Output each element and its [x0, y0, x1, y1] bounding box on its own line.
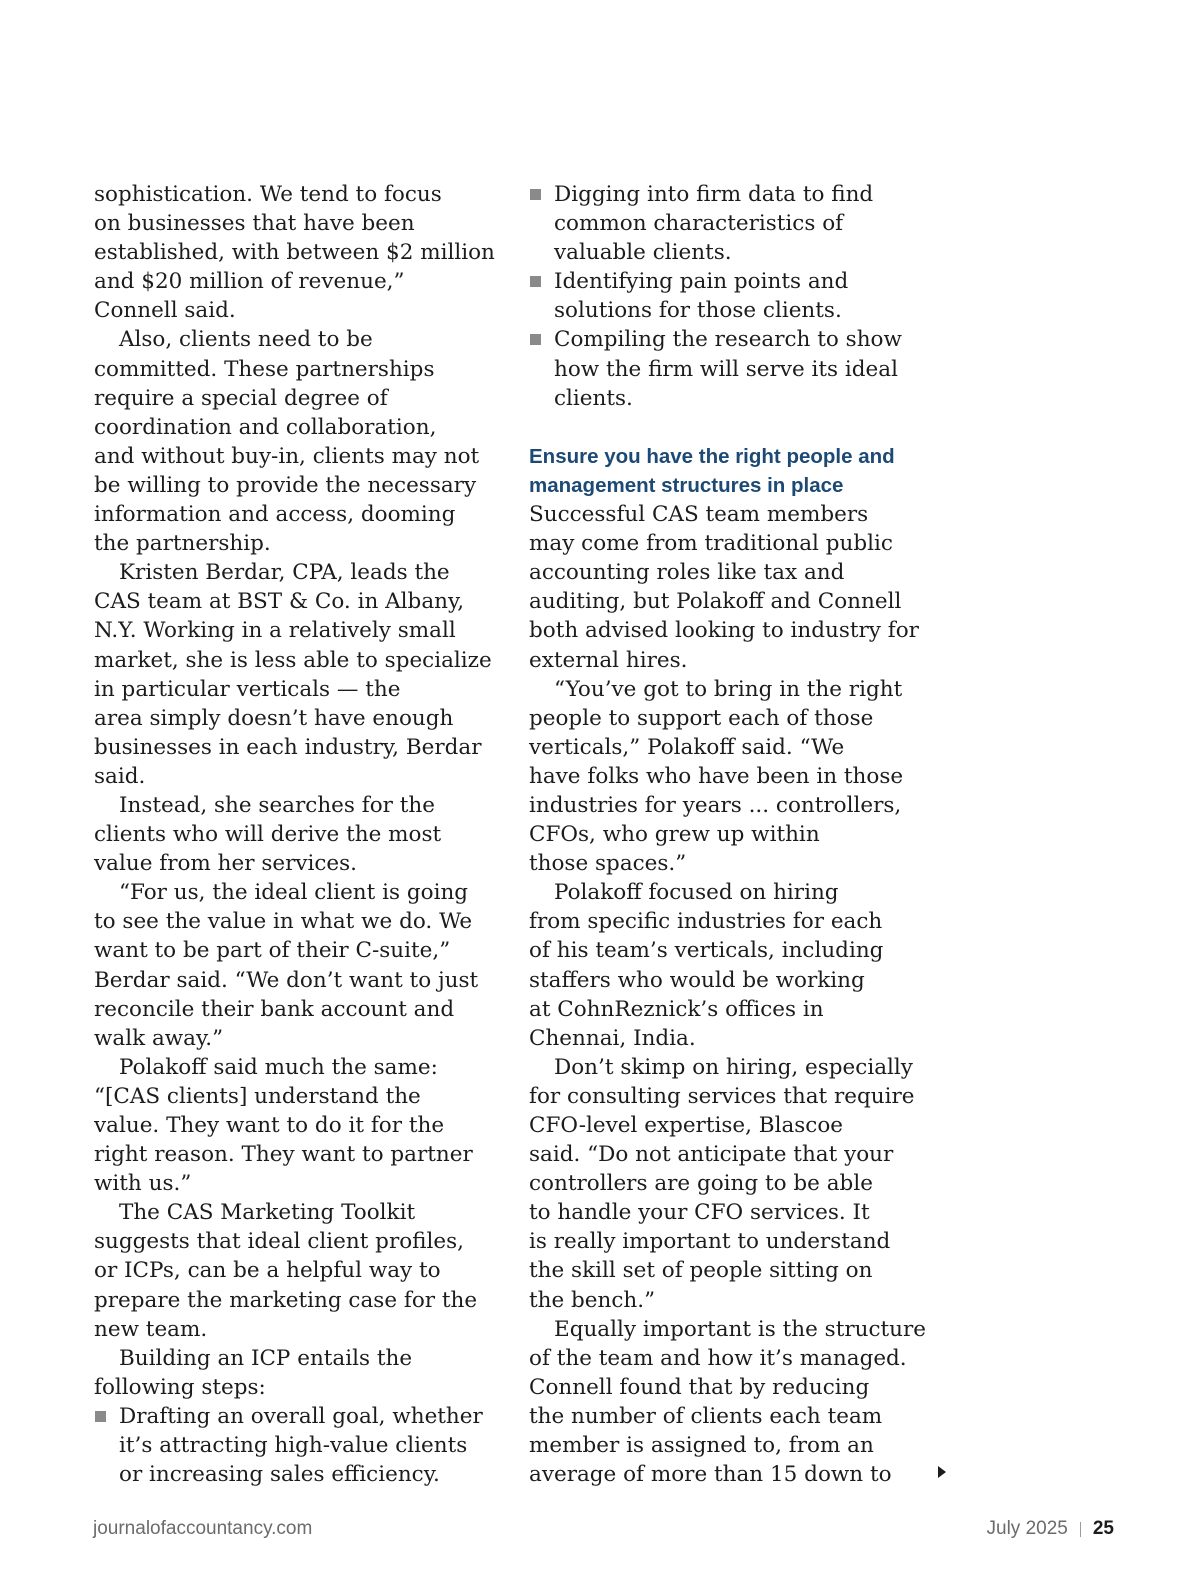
footer-divider: [1080, 1522, 1081, 1537]
left-column: [94, 180, 494, 1489]
paragraph: Successful CAS team members may come from traditional public accounting roles like tax and auditing, but Polakoff and Connell both advised looking to industry for external hires.: [529, 502, 919, 673]
bullet-item: Identifying pain points and solutions for those clients.: [529, 267, 929, 325]
bullet-item: Compiling the research to show how the firm will serve its ideal clients.: [529, 325, 929, 412]
continue-arrow-icon: [938, 1466, 946, 1478]
bullet-item: Digging into firm data to find common characteristics of valuable clients.: [529, 180, 929, 267]
paragraph: Also, clients need to be committed. These partnerships require a special degree of coordination and collaboration, and without buy-in, clients may not be willing to provide the necessary information and access, dooming the partnership.: [94, 327, 480, 557]
square-bullet-icon: [530, 276, 541, 287]
paragraph: sophistication. We tend to focus on businesses that have been established, with between $2 million and $20 million of revenue,” Connell said.: [94, 182, 495, 324]
paragraph: Polakoff said much the same: “[CAS clients] understand the value. They want to do it for the right reason. They want to partner with us.”: [94, 1054, 473, 1197]
section-heading: Ensure you have the right people and management structures in place: [529, 444, 895, 497]
paragraph: Instead, she searches for the clients who will derive the most value from her services.: [94, 792, 442, 877]
paragraph: Kristen Berdar, CPA, leads the CAS team at BST & Co. in Albany, N.Y. Working in a relatively small market, she is less able to specialize in particular verticals — the area simply doesn’t have enough businesses in each industry, Berdar said.: [94, 560, 492, 789]
spacer: [529, 413, 929, 442]
paragraph: Polakoff focused on hiring from specific industries for each of his team’s verticals, including staffers who would be working at CohnReznick’s offices in Chennai, India.: [529, 880, 884, 1051]
bullet-item: Drafting an overall goal, whether it’s attracting high-value clients or increasing sales efficiency.: [94, 1402, 494, 1489]
paragraph: Equally important is the structure of the team and how it’s managed. Connell found that by reducing the number of clients each team member is assigned to, from an average of more than 15 down to: [529, 1316, 926, 1488]
footer-issue: [987, 1518, 1114, 1540]
paragraph: The CAS Marketing Toolkit suggests that ideal client profiles, or ICPs, can be a helpful way to prepare the marketing case for the new team.: [94, 1200, 478, 1342]
paragraph: Building an ICP entails the following steps:: [94, 1345, 413, 1400]
right-column: [529, 180, 929, 1489]
paragraph: “You’ve got to bring in the right people to support each of those verticals,” Polakoff said. “We have folks who have been in those industries for years ... controllers, CFOs, who grew up within those spaces.”: [529, 676, 904, 877]
square-bullet-icon: [95, 1411, 106, 1422]
paragraph: Don’t skimp on hiring, especially for consulting services that require CFO-level expertise, Blascoe said. “Do not anticipate that your controllers are going to be able to handle your CFO services. It is really important to understand the skill set of people sitting on the bench.”: [529, 1054, 915, 1313]
page-number: 25: [1092, 1518, 1114, 1539]
square-bullet-icon: [530, 189, 541, 200]
paragraph: “For us, the ideal client is going to see the value in what we do. We want to be part of their C-suite,” Berdar said. “We don’t want to just reconcile their bank account and walk away.”: [94, 880, 479, 1051]
footer-website: journalofaccountancy.com: [93, 1518, 313, 1539]
issue-date: July 2025: [986, 1518, 1068, 1539]
square-bullet-icon: [530, 334, 541, 345]
